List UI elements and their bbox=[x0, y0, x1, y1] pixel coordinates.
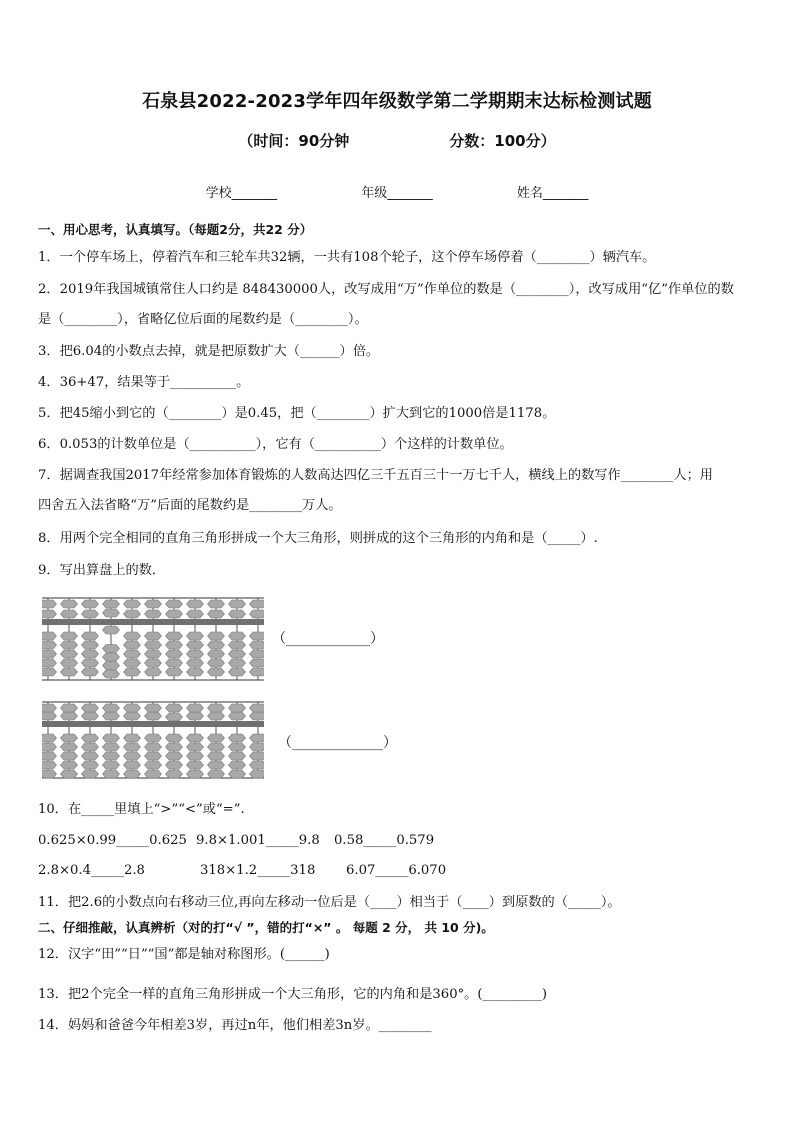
abacus-bead bbox=[61, 761, 78, 769]
abacus-bead bbox=[124, 641, 141, 649]
abacus-bead bbox=[42, 743, 57, 751]
time-limit: （时间：90分钟 bbox=[238, 132, 350, 150]
abacus-bead bbox=[145, 668, 162, 676]
compare-item: 6.07_____6.070 bbox=[346, 863, 447, 878]
section2-heading: 二、仔细推敲，认真辨析（对的打“√ ”，错的打“×” 。 每题 2 分， 共 10 分)。 bbox=[38, 920, 494, 935]
abacus-bead bbox=[250, 650, 265, 658]
abacus-bead bbox=[82, 761, 99, 769]
abacus-bead bbox=[187, 600, 204, 608]
question-8: 8．用两个完全相同的直角三角形拼成一个大三角形，则拼成的这个三角形的内角和是（_____）. bbox=[38, 531, 598, 546]
abacus-bead bbox=[42, 641, 57, 649]
abacus-bead bbox=[208, 641, 225, 649]
abacus-bead bbox=[82, 600, 99, 608]
abacus-bead bbox=[208, 704, 225, 712]
abacus-bead bbox=[250, 659, 265, 667]
abacus-bead bbox=[42, 668, 57, 676]
abacus-bead bbox=[250, 712, 265, 720]
abacus-bead bbox=[187, 743, 204, 751]
abacus-bead bbox=[61, 632, 78, 640]
abacus-bead bbox=[208, 610, 225, 618]
abacus-bead bbox=[229, 641, 246, 649]
abacus-bead bbox=[124, 752, 141, 760]
abacus-bead bbox=[208, 770, 225, 778]
abacus-bead bbox=[229, 610, 246, 618]
abacus-bead bbox=[42, 659, 57, 667]
abacus-bead bbox=[124, 610, 141, 618]
question-2b: 是（________），省略亿位后面的尾数约是（________）。 bbox=[38, 312, 368, 327]
abacus-bead bbox=[103, 752, 120, 760]
abacus-bead bbox=[145, 734, 162, 742]
abacus-bead bbox=[250, 641, 265, 649]
abacus-bead bbox=[250, 632, 265, 640]
abacus-bead bbox=[166, 704, 183, 712]
name-field[interactable]: 姓名_______ bbox=[516, 186, 589, 201]
compare-item: 2.8×0.4_____2.8 bbox=[38, 863, 145, 878]
abacus-bead bbox=[103, 653, 120, 661]
abacus-bead bbox=[82, 610, 99, 618]
abacus-bead bbox=[61, 770, 78, 778]
abacus-bead bbox=[103, 743, 120, 751]
abacus-bead bbox=[166, 659, 183, 667]
abacus-bead bbox=[187, 610, 204, 618]
question-10-row-1 bbox=[38, 832, 756, 850]
abacus-bead bbox=[208, 743, 225, 751]
abacus-bead bbox=[82, 734, 99, 742]
abacus-bead bbox=[229, 704, 246, 712]
student-info bbox=[0, 182, 794, 201]
abacus-bead bbox=[166, 734, 183, 742]
abacus-bead bbox=[166, 610, 183, 618]
abacus-bead bbox=[145, 704, 162, 712]
abacus-beam bbox=[42, 721, 264, 727]
abacus-bead bbox=[187, 712, 204, 720]
compare-item: 0.625×0.99_____0.625 bbox=[38, 833, 187, 848]
abacus-bead bbox=[124, 743, 141, 751]
abacus-bead bbox=[145, 600, 162, 608]
abacus-bead bbox=[42, 752, 57, 760]
abacus-bead bbox=[103, 600, 120, 608]
question-14: 14．妈妈和爸爸今年相差3岁，再过n年，他们相差3n岁。________ bbox=[38, 1018, 432, 1033]
abacus-bead bbox=[103, 645, 120, 653]
abacus-bead bbox=[229, 600, 246, 608]
abacus-bead bbox=[124, 704, 141, 712]
abacus-bead bbox=[250, 734, 265, 742]
abacus-bead bbox=[145, 650, 162, 658]
abacus-bead bbox=[208, 752, 225, 760]
abacus-bead bbox=[61, 610, 78, 618]
abacus-bead bbox=[103, 609, 120, 617]
abacus-bead bbox=[166, 752, 183, 760]
abacus-bead bbox=[187, 650, 204, 658]
abacus-bead bbox=[145, 659, 162, 667]
abacus-bead bbox=[82, 650, 99, 658]
abacus-bead bbox=[124, 734, 141, 742]
abacus-bead bbox=[166, 650, 183, 658]
abacus-bead bbox=[124, 668, 141, 676]
abacus-bead bbox=[187, 752, 204, 760]
abacus-bead bbox=[82, 752, 99, 760]
question-1: 1．一个停车场上，停着汽车和三轮车共32辆，一共有108个轮子，这个停车场停着（________）辆汽车。 bbox=[38, 250, 656, 265]
abacus-bead bbox=[82, 668, 99, 676]
abacus-bead bbox=[103, 734, 120, 742]
compare-item: 9.8×1.001_____9.8 bbox=[196, 833, 320, 848]
abacus-bead bbox=[145, 761, 162, 769]
abacus-bead bbox=[229, 712, 246, 720]
total-score: 分数：100分） bbox=[449, 132, 556, 150]
grade-field[interactable]: 年级_______ bbox=[361, 186, 433, 201]
abacus-bead bbox=[124, 770, 141, 778]
abacus-bead bbox=[166, 600, 183, 608]
abacus-bead bbox=[82, 641, 99, 649]
abacus-bead bbox=[208, 659, 225, 667]
abacus-1-answer: （____________） bbox=[272, 631, 384, 647]
abacus-bead bbox=[166, 641, 183, 649]
abacus-bead bbox=[42, 761, 57, 769]
question-13: 13．把2个完全一样的直角三角形拼成一个大三角形，它的内角和是360°。(_________) bbox=[38, 987, 548, 1002]
abacus-bead bbox=[61, 600, 78, 608]
abacus-bead bbox=[124, 761, 141, 769]
abacus-bead bbox=[166, 632, 183, 640]
abacus-bead bbox=[208, 712, 225, 720]
question-3: 3．把6.04的小数点去掉，就是把原数扩大（______）倍。 bbox=[38, 344, 380, 359]
abacus-bead bbox=[250, 752, 265, 760]
abacus-bead bbox=[229, 668, 246, 676]
question-5: 5．把45缩小到它的（________）是0.45，把（________）扩大到它的1000倍是1178。 bbox=[38, 406, 556, 421]
abacus-bead bbox=[103, 704, 120, 712]
page-title: 石泉县2022-2023学年四年级数学第二学期期末达标检测试题 bbox=[142, 91, 652, 112]
abacus-bead bbox=[82, 712, 99, 720]
abacus-bead bbox=[82, 704, 99, 712]
abacus-bead bbox=[61, 668, 78, 676]
abacus-bead bbox=[103, 712, 120, 720]
abacus-bead bbox=[229, 659, 246, 667]
abacus-bead bbox=[187, 668, 204, 676]
question-12: 12．汉字“田”“日”“国”都是轴对称图形。(______) bbox=[38, 947, 330, 962]
abacus-bead bbox=[61, 712, 78, 720]
abacus-bead bbox=[208, 632, 225, 640]
abacus-bead bbox=[229, 770, 246, 778]
abacus-bead bbox=[82, 659, 99, 667]
abacus-bead bbox=[145, 641, 162, 649]
abacus-bead bbox=[208, 734, 225, 742]
abacus-1 bbox=[42, 596, 264, 682]
abacus-bead bbox=[42, 704, 57, 712]
abacus-bead bbox=[229, 650, 246, 658]
abacus-bead bbox=[166, 761, 183, 769]
abacus-bead bbox=[250, 743, 265, 751]
question-11: 11．把2.6的小数点向右移动三位,再向左移动一位后是（____）相当于（____）到原数的（_____）。 bbox=[38, 895, 621, 910]
abacus-bead bbox=[103, 770, 120, 778]
abacus-bead bbox=[250, 761, 265, 769]
question-9: 9．写出算盘上的数． bbox=[38, 563, 166, 578]
abacus-bead bbox=[82, 770, 99, 778]
abacus-bead bbox=[145, 610, 162, 618]
abacus-bead bbox=[42, 600, 57, 608]
question-7a: 7．据调查我国2017年经常参加体育锻炼的人数高达四亿三千五百三十一万七千人，横线上的数写作________人；用 bbox=[38, 468, 713, 483]
abacus-2 bbox=[42, 700, 264, 780]
abacus-bead bbox=[61, 704, 78, 712]
abacus-bead bbox=[250, 770, 265, 778]
question-4: 4．36+47，结果等于__________。 bbox=[38, 375, 250, 390]
abacus-bead bbox=[124, 650, 141, 658]
abacus-bead bbox=[61, 743, 78, 751]
abacus-bead bbox=[187, 659, 204, 667]
abacus-bead bbox=[229, 761, 246, 769]
question-2a: 2．2019年我国城镇常住人口约是 848430000人，改写成用“万”作单位的数是（________），改写成用“亿”作单位的数 bbox=[38, 282, 734, 297]
abacus-bead bbox=[61, 641, 78, 649]
abacus-bead bbox=[103, 761, 120, 769]
abacus-bead bbox=[124, 600, 141, 608]
abacus-bead bbox=[166, 743, 183, 751]
abacus-bead bbox=[187, 632, 204, 640]
abacus-bead bbox=[208, 650, 225, 658]
abacus-bead bbox=[166, 770, 183, 778]
abacus-bead bbox=[208, 761, 225, 769]
abacus-bead bbox=[103, 662, 120, 670]
abacus-bead bbox=[166, 668, 183, 676]
question-6: 6．0.053的计数单位是（__________），它有（__________）个这样的计数单位。 bbox=[38, 437, 513, 452]
abacus-bead bbox=[208, 600, 225, 608]
abacus-bead bbox=[250, 600, 265, 608]
abacus-bead bbox=[229, 632, 246, 640]
abacus-bead bbox=[61, 752, 78, 760]
abacus-bead bbox=[145, 752, 162, 760]
abacus-bead bbox=[124, 632, 141, 640]
abacus-bead bbox=[166, 713, 183, 721]
abacus-bead bbox=[124, 659, 141, 667]
abacus-bead bbox=[250, 668, 265, 676]
abacus-bead bbox=[208, 668, 225, 676]
abacus-bead bbox=[42, 650, 57, 658]
abacus-bead bbox=[42, 734, 57, 742]
abacus-bead bbox=[103, 626, 120, 634]
question-10: 10．在_____里填上“>”“<”或“=”. bbox=[38, 802, 245, 817]
section1-heading: 一、用心思考，认真填写。（每题2分，共22 分） bbox=[38, 222, 313, 237]
abacus-bead bbox=[61, 734, 78, 742]
abacus-bead bbox=[42, 770, 57, 778]
abacus-bead bbox=[187, 704, 204, 712]
compare-item: 318×1.2_____318 bbox=[200, 863, 316, 878]
abacus-bead bbox=[187, 641, 204, 649]
abacus-bead bbox=[187, 761, 204, 769]
abacus-bead bbox=[229, 734, 246, 742]
abacus-bead bbox=[250, 610, 265, 618]
abacus-bead bbox=[187, 734, 204, 742]
abacus-bead bbox=[145, 743, 162, 751]
question-10-row-2 bbox=[38, 862, 756, 880]
abacus-bead bbox=[124, 712, 141, 720]
abacus-bead bbox=[250, 704, 265, 712]
abacus-bead bbox=[229, 752, 246, 760]
abacus-bead bbox=[42, 632, 57, 640]
abacus-bead bbox=[42, 712, 57, 720]
abacus-bead bbox=[61, 659, 78, 667]
question-7b: 四舍五入法省略“万”后面的尾数约是________万人。 bbox=[38, 498, 342, 513]
abacus-bead bbox=[187, 770, 204, 778]
abacus-bead bbox=[145, 770, 162, 778]
exam-meta bbox=[0, 130, 794, 151]
school-field[interactable]: 学校_______ bbox=[205, 186, 278, 201]
abacus-bead bbox=[82, 632, 99, 640]
abacus-bead bbox=[229, 743, 246, 751]
abacus-bead bbox=[61, 650, 78, 658]
abacus-beam bbox=[42, 619, 264, 625]
abacus-bead bbox=[42, 610, 57, 618]
abacus-bead bbox=[145, 712, 162, 720]
abacus-bead bbox=[103, 670, 120, 678]
abacus-bead bbox=[145, 632, 162, 640]
abacus-2-answer: （_____________） bbox=[278, 735, 397, 751]
abacus-bead bbox=[82, 743, 99, 751]
compare-item: 0.58_____0.579 bbox=[334, 833, 435, 848]
